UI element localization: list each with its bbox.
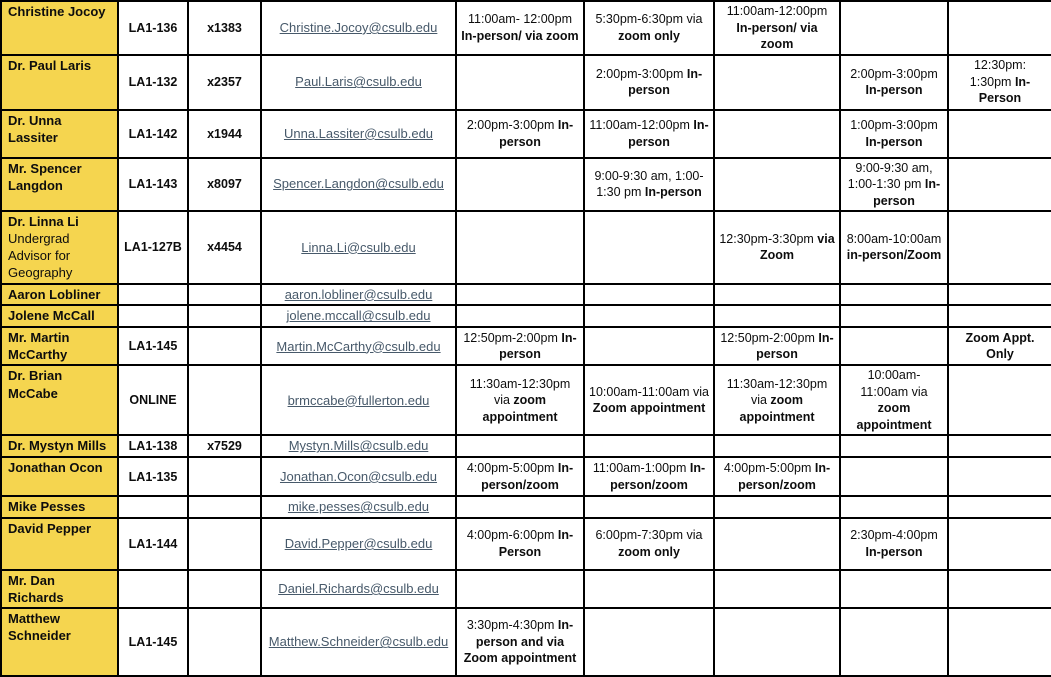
office-hours-cell (714, 1, 840, 55)
office-hours-cell (456, 518, 584, 570)
hours-mode-text: In-person (628, 118, 709, 149)
email-link[interactable]: Mystyn.Mills@csulb.edu (288, 438, 429, 454)
table-row (1, 570, 1051, 608)
hours-mode-text: In-Person (498, 528, 574, 559)
email-cell (261, 457, 456, 496)
email-link[interactable]: Jonathan.Ocon@csulb.edu (279, 468, 438, 484)
faculty-name-cell (1, 496, 118, 518)
hours-time-text: 10:00am-11:00am via (589, 384, 709, 399)
office-room-cell (118, 305, 188, 327)
hours-mode-text: zoom only (618, 544, 680, 559)
office-hours-cell (714, 435, 840, 457)
hours-mode-text: In-person/ via zoom (736, 20, 818, 51)
email-cell (261, 570, 456, 608)
office-hours-cell (948, 518, 1051, 570)
hours-mode-text: In-person (644, 185, 702, 200)
faculty-name: David Pepper (8, 520, 92, 536)
office-hours-cell (714, 496, 840, 518)
office-hours-cell (584, 435, 714, 457)
office-room-cell: LA1-135 (118, 457, 188, 496)
office-room-cell (118, 284, 188, 306)
table-row (1, 327, 1051, 365)
faculty-name-cell (1, 110, 118, 158)
office-hours-cell (714, 284, 840, 306)
office-hours-cell (948, 570, 1051, 608)
office-hours-cell (948, 55, 1051, 110)
hours-mode-text: zoom appointment (482, 393, 558, 424)
hours-mode-text: In-person and via Zoom appointment (463, 618, 577, 666)
office-hours-cell (948, 496, 1051, 518)
email-cell (261, 518, 456, 570)
office-hours-cell (840, 211, 948, 284)
office-hours-cell (948, 110, 1051, 158)
hours-time-text: 12:30pm-3:30pm (719, 231, 818, 246)
office-hours-cell (584, 496, 714, 518)
table-row (1, 211, 1051, 284)
table-row (1, 608, 1051, 676)
email-link[interactable]: Paul.Laris@csulb.edu (295, 74, 422, 90)
email-link[interactable]: Matthew.Schneider@csulb.edu (268, 634, 449, 650)
office-hours-cell (584, 55, 714, 110)
office-room-cell: LA1-143 (118, 158, 188, 212)
hours-mode-text: In-person/zoom (610, 461, 706, 492)
faculty-role-subtitle: Undergrad Advisor for Geography (8, 231, 73, 281)
office-room-cell: LA1-142 (118, 110, 188, 158)
office-hours-cell (948, 1, 1051, 55)
table-row (1, 284, 1051, 306)
office-hours-cell (840, 608, 948, 676)
phone-extension-cell (188, 457, 261, 496)
office-hours-cell (584, 211, 714, 284)
hours-time-text: 10:00am-11:00am via (860, 368, 928, 399)
office-hours-cell (456, 1, 584, 55)
hours-time-text: 6:00pm-7:30pm via (595, 528, 703, 543)
office-hours-cell (456, 211, 584, 284)
office-room-cell: LA1-144 (118, 518, 188, 570)
email-link[interactable]: brmccabe@fullerton.edu (287, 392, 430, 408)
email-cell (261, 55, 456, 110)
hours-mode-text: In-person/zoom (738, 461, 831, 492)
faculty-name-cell (1, 211, 118, 284)
hours-mode-text: In-Person (978, 74, 1031, 106)
faculty-name-cell (1, 55, 118, 110)
faculty-name-cell (1, 327, 118, 365)
faculty-name-cell (1, 435, 118, 457)
faculty-name-cell (1, 284, 118, 306)
phone-extension-cell (188, 305, 261, 327)
hours-mode-text: In-person (865, 134, 923, 149)
faculty-name: Jonathan Ocon (8, 460, 103, 476)
faculty-name: Mr. Spencer Langdon (8, 160, 82, 193)
hours-mode-text: In-person/zoom (481, 461, 574, 492)
office-hours-cell (584, 457, 714, 496)
office-room-cell: LA1-145 (118, 327, 188, 365)
office-hours-cell (714, 55, 840, 110)
table-row (1, 158, 1051, 212)
office-hours-cell (840, 435, 948, 457)
office-hours-cell (584, 110, 714, 158)
hours-time-text: 5:30pm-6:30pm via (595, 12, 703, 27)
hours-time-text: 12:30pm: 1:30pm (969, 58, 1027, 89)
email-link[interactable]: Linna.Li@csulb.edu (301, 239, 416, 255)
phone-extension-cell (188, 365, 261, 435)
phone-extension-cell: x1944 (188, 110, 261, 158)
email-cell (261, 305, 456, 327)
office-hours-cell (714, 305, 840, 327)
office-hours-cell (840, 305, 948, 327)
office-hours-cell (948, 365, 1051, 435)
office-hours-cell (456, 435, 584, 457)
phone-extension-cell: x2357 (188, 55, 261, 110)
office-hours-cell (948, 305, 1051, 327)
office-hours-cell (456, 284, 584, 306)
phone-extension-cell: x4454 (188, 211, 261, 284)
office-hours-cell (456, 305, 584, 327)
hours-mode-text: In-person (865, 544, 923, 559)
faculty-name-cell (1, 158, 118, 212)
table-row (1, 365, 1051, 435)
office-hours-cell (714, 211, 840, 284)
office-hours-cell (948, 158, 1051, 212)
hours-time-text: 4:00pm-6:00pm (466, 528, 558, 543)
email-link[interactable]: Christine.Jocoy@csulb.edu (279, 19, 438, 35)
hours-mode-text: In-person (756, 330, 834, 362)
email-link[interactable]: mike.pesses@csulb.edu (287, 499, 430, 515)
faculty-name-cell (1, 1, 118, 55)
hours-time-text: 2:00pm-3:00pm (466, 118, 558, 132)
office-hours-cell (456, 55, 584, 110)
hours-mode-text: in-person/Zoom (846, 248, 942, 263)
office-room-cell: ONLINE (118, 365, 188, 435)
office-hours-cell (840, 365, 948, 435)
table-row (1, 1, 1051, 55)
office-room-cell: LA1-127B (118, 211, 188, 284)
table-row (1, 496, 1051, 518)
office-hours-table-body (1, 1, 1051, 676)
office-hours-cell (840, 327, 948, 365)
phone-extension-cell (188, 518, 261, 570)
hours-time-text: 11:00am-12:00pm (589, 118, 694, 132)
office-hours-cell (584, 570, 714, 608)
office-hours-cell (948, 608, 1051, 676)
hours-time-text: 11:00am- 12:00pm (468, 12, 572, 27)
hours-mode-text: In-person (499, 118, 574, 149)
table-row (1, 435, 1051, 457)
hours-mode-text: Zoom appointment (592, 401, 706, 416)
hours-mode-text: zoom only (618, 28, 680, 43)
hours-mode-text: zoom appointment (739, 393, 815, 424)
office-hours-cell (456, 365, 584, 435)
faculty-name: Mike Pesses (8, 499, 86, 515)
hours-mode-text: zoom appointment (856, 401, 932, 432)
phone-extension-cell: x8097 (188, 158, 261, 212)
office-hours-cell (948, 327, 1051, 365)
office-hours-cell (456, 110, 584, 158)
hours-mode-text: In-person (873, 177, 941, 208)
email-cell (261, 435, 456, 457)
office-room-cell: LA1-138 (118, 435, 188, 457)
phone-extension-cell (188, 284, 261, 306)
faculty-name: Matthew Schneider (8, 610, 71, 644)
office-hours-cell (456, 570, 584, 608)
phone-extension-cell: x7529 (188, 435, 261, 457)
email-link[interactable]: Martin.McCarthy@csulb.edu (276, 338, 441, 354)
email-link[interactable]: Spencer.Langdon@csulb.edu (273, 176, 444, 192)
office-hours-cell (840, 110, 948, 158)
phone-extension-cell (188, 327, 261, 365)
email-link[interactable]: Unna.Lassiter@csulb.edu (283, 125, 434, 141)
faculty-name-cell (1, 305, 118, 327)
email-link[interactable]: aaron.lobliner@csulb.edu (284, 286, 433, 302)
office-hours-cell (714, 518, 840, 570)
table-row (1, 457, 1051, 496)
hours-mode-text: In-person (499, 330, 577, 362)
office-hours-cell (840, 570, 948, 608)
hours-time-text: 9:00-9:30 am, 1:00-1:30 pm (594, 168, 704, 200)
hours-time-text: 1:00pm-3:00pm (850, 118, 938, 132)
office-hours-cell (714, 365, 840, 435)
faculty-name-cell (1, 608, 118, 676)
faculty-name-cell (1, 518, 118, 570)
hours-time-text: 11:00am-12:00pm (726, 4, 828, 18)
email-cell (261, 327, 456, 365)
office-hours-cell (714, 158, 840, 212)
faculty-name: Dr. Linna Li (8, 214, 79, 229)
office-hours-cell (840, 518, 948, 570)
office-hours-cell (714, 608, 840, 676)
hours-time-text: 12:50pm-2:00pm (463, 330, 562, 345)
phone-extension-cell (188, 570, 261, 608)
office-hours-cell (948, 435, 1051, 457)
faculty-name: Mr. Martin McCarthy (8, 330, 70, 363)
office-hours-cell (584, 1, 714, 55)
office-room-cell: LA1-132 (118, 55, 188, 110)
office-hours-cell (840, 55, 948, 110)
hours-time-text: 4:00pm-5:00pm (466, 461, 558, 476)
hours-time-text: 2:00pm-3:00pm (595, 66, 687, 81)
office-hours-cell (456, 158, 584, 212)
hours-mode-text: via Zoom (759, 231, 835, 263)
office-hours-cell (714, 457, 840, 496)
office-hours-cell (456, 496, 584, 518)
office-room-cell (118, 496, 188, 518)
office-hours-cell (584, 327, 714, 365)
faculty-name: Christine Jocoy (8, 4, 106, 19)
email-cell (261, 365, 456, 435)
office-room-cell: LA1-145 (118, 608, 188, 676)
faculty-name: Aaron Lobliner (8, 286, 101, 302)
office-hours-cell (840, 457, 948, 496)
office-hours-cell (714, 110, 840, 158)
faculty-name: Dr. Unna Lassiter (8, 112, 62, 145)
hours-time-text: 2:00pm-3:00pm (850, 66, 938, 81)
email-cell (261, 158, 456, 212)
email-cell (261, 496, 456, 518)
table-row (1, 305, 1051, 327)
hours-time-text: 11:00am-1:00pm (592, 461, 690, 476)
office-hours-cell (584, 518, 714, 570)
office-hours-cell (456, 608, 584, 676)
phone-extension-cell (188, 496, 261, 518)
faculty-name: Dr. Mystyn Mills (8, 438, 107, 454)
table-row (1, 55, 1051, 110)
email-cell (261, 110, 456, 158)
email-cell (261, 211, 456, 284)
office-hours-cell (456, 327, 584, 365)
email-link[interactable]: David.Pepper@csulb.edu (284, 535, 433, 551)
hours-mode-text: In-person (865, 83, 923, 97)
email-link[interactable]: Daniel.Richards@csulb.edu (278, 580, 439, 596)
office-hours-cell (948, 284, 1051, 306)
office-hours-cell (840, 158, 948, 212)
office-room-cell: LA1-136 (118, 1, 188, 55)
phone-extension-cell (188, 608, 261, 676)
office-hours-cell (714, 570, 840, 608)
office-hours-cell (584, 305, 714, 327)
hours-time-text: 4:00pm-5:00pm (723, 461, 815, 476)
faculty-name-cell (1, 570, 118, 608)
table-row (1, 518, 1051, 570)
faculty-name: Dr. Brian McCabe (8, 368, 63, 401)
office-hours-cell (584, 284, 714, 306)
table-row (1, 110, 1051, 158)
faculty-name: Mr. Dan Richards (8, 572, 64, 605)
email-cell (261, 608, 456, 676)
hours-time-text: 11:30am-12:30pm via (469, 376, 571, 408)
office-hours-cell (840, 496, 948, 518)
office-hours-cell (948, 211, 1051, 284)
office-hours-cell (948, 457, 1051, 496)
hours-time-text: 12:50pm-2:00pm (720, 330, 819, 345)
faculty-name-cell (1, 457, 118, 496)
hours-time-text: 8:00am-10:00am (846, 231, 942, 246)
hours-time-text: 2:30pm-4:00pm (850, 528, 938, 543)
office-hours-cell (456, 457, 584, 496)
faculty-name-cell (1, 365, 118, 435)
email-cell (261, 1, 456, 55)
office-hours-cell (714, 327, 840, 365)
hours-time-text: 3:30pm-4:30pm (466, 618, 558, 633)
hours-time-text: 11:30am-12:30pm via (726, 376, 828, 408)
hours-mode-text: Zoom Appt. Only (965, 330, 1035, 362)
hours-time-text: 9:00-9:30 am, 1:00-1:30 pm (847, 160, 933, 191)
office-hours-cell (840, 284, 948, 306)
email-link[interactable]: jolene.mccall@csulb.edu (286, 308, 431, 324)
phone-extension-cell: x1383 (188, 1, 261, 55)
faculty-name: Jolene McCall (8, 308, 95, 324)
faculty-name: Dr. Paul Laris (8, 57, 92, 73)
hours-mode-text: In-person/ via zoom (461, 28, 579, 43)
hours-mode-text: In-person (628, 66, 703, 97)
office-hours-cell (584, 158, 714, 212)
office-hours-cell (584, 608, 714, 676)
office-hours-cell (840, 1, 948, 55)
email-cell (261, 284, 456, 306)
office-hours-cell (584, 365, 714, 435)
office-room-cell (118, 570, 188, 608)
